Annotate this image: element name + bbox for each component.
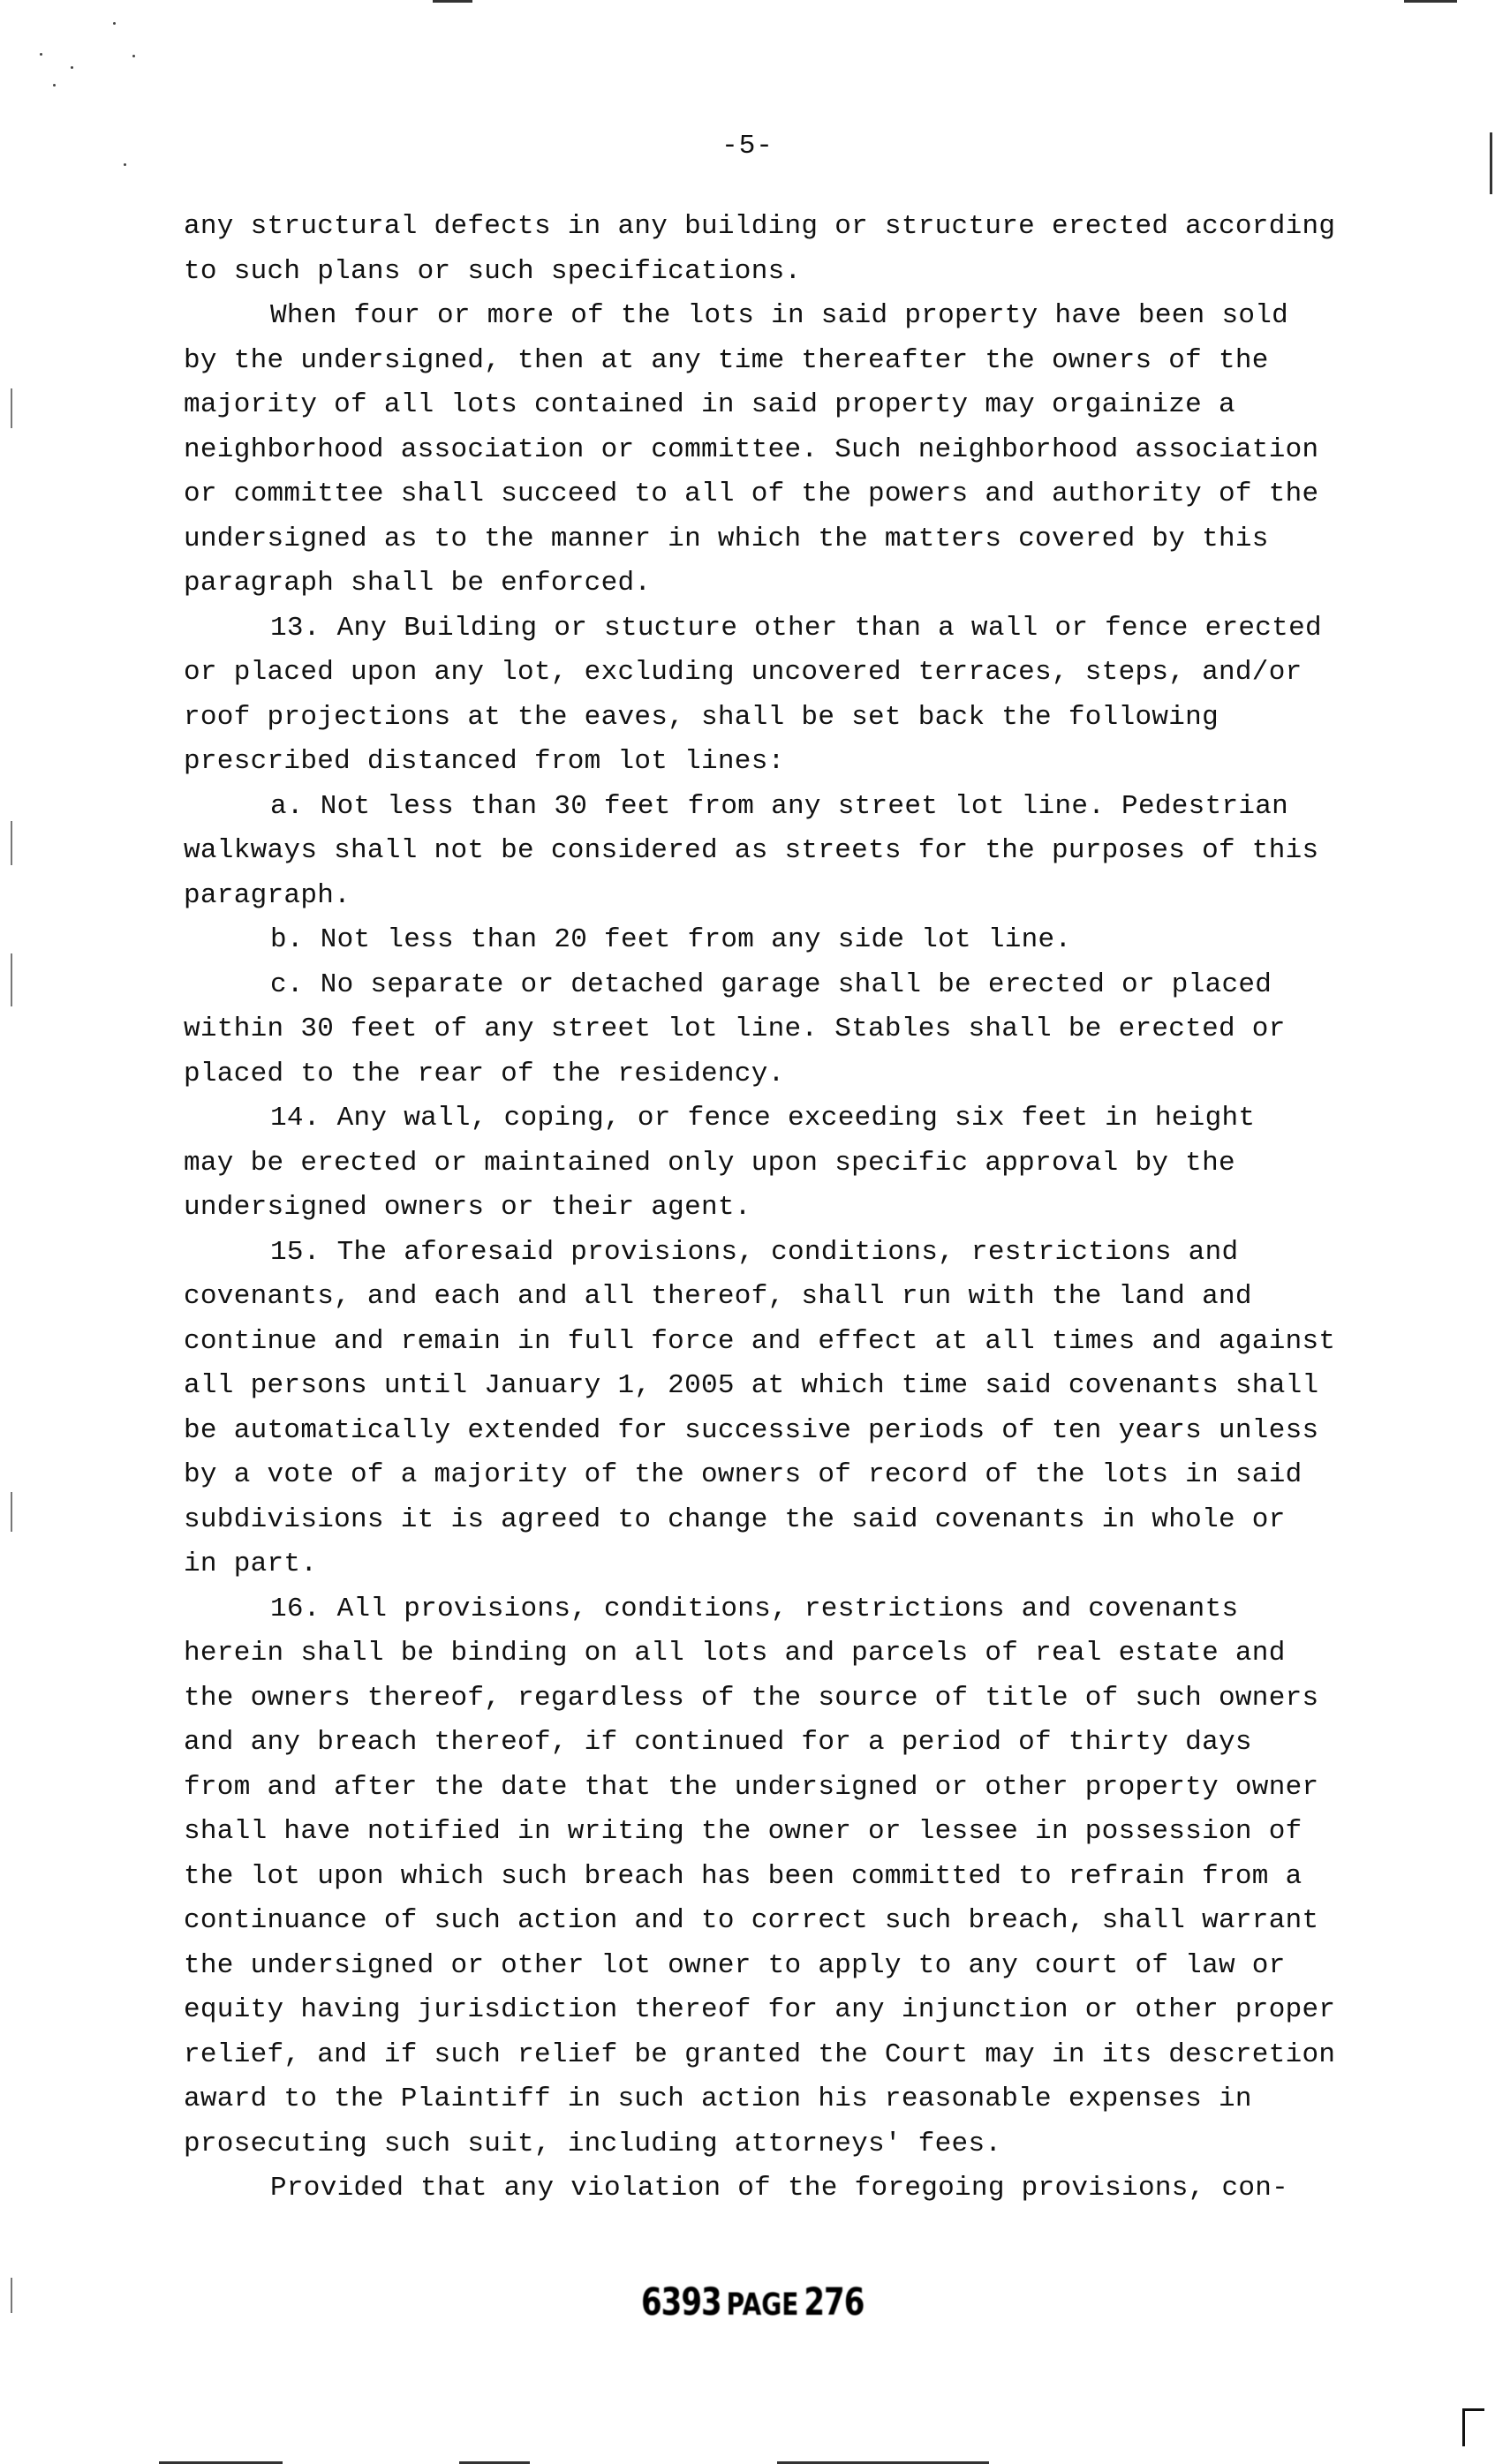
page-label: PAGE — [726, 2286, 799, 2323]
text-line: relief, and if such relief be granted the Court may in its descretion — [184, 2038, 1336, 2070]
text-line: majority of all lots contained in said property may orgainize a — [184, 389, 1235, 420]
text-line: be automatically extended for successive periods of ten years unless — [184, 1414, 1319, 1446]
scan-speck — [113, 22, 116, 25]
text-line: neighborhood association or committee. Such neighborhood association — [184, 433, 1319, 465]
text-line: paragraph shall be enforced. — [184, 568, 652, 599]
text-line: by the undersigned, then at any time thereafter the owners of the — [184, 344, 1269, 376]
text-line: 14. Any wall, coping, or fence exceeding six feet in height — [270, 1103, 1256, 1134]
scan-speck — [124, 163, 126, 166]
scan-edge-top-right — [1404, 0, 1457, 3]
text-line: award to the Plaintiff in such action his reasonable expenses in — [184, 2083, 1252, 2114]
document-body — [184, 205, 1420, 2212]
text-line: a. Not less than 30 feet from any street lot line. Pedestrian — [270, 790, 1289, 822]
text-line: walkways shall not be considered as streets for the purposes of this — [184, 835, 1319, 866]
page-number: -5- — [721, 131, 774, 162]
text-line: undersigned as to the manner in which the matters covered by this — [184, 523, 1269, 554]
scan-edge-left — [11, 2278, 12, 2313]
text-line: and any breach thereof, if continued for a period of thirty days — [184, 1727, 1252, 1758]
text-line: the owners thereof, regardless of the source of title of such owners — [184, 1682, 1319, 1714]
text-line: from and after the date that the undersigned or other property owner — [184, 1771, 1319, 1803]
text-line: 16. All provisions, conditions, restrictions and covenants — [270, 1593, 1239, 1624]
text-line: subdivisions it is agreed to change the said covenants in whole or — [184, 1503, 1286, 1535]
text-line: herein shall be binding on all lots and parcels of real estate and — [184, 1638, 1286, 1669]
text-line: or placed upon any lot, excluding uncovered terraces, steps, and/or — [184, 657, 1302, 688]
text-line: paragraph. — [184, 879, 351, 911]
text-line: undersigned owners or their agent. — [184, 1192, 751, 1223]
scan-edge-left — [11, 388, 12, 428]
text-line: may be erected or maintained only upon specific approval by the — [184, 1147, 1235, 1179]
text-line: within 30 feet of any street lot line. Stables shall be erected or — [184, 1013, 1286, 1044]
text-line: placed to the rear of the residency. — [184, 1058, 785, 1089]
text-line: all persons until January 1, 2005 at which time said covenants shall — [184, 1370, 1319, 1401]
scan-speck — [53, 84, 56, 87]
text-line: When four or more of the lots in said property have been sold — [270, 300, 1289, 331]
text-line: covenants, and each and all thereof, shall run with the land and — [184, 1281, 1252, 1312]
text-line: continuance of such action and to correct such breach, shall warrant — [184, 1905, 1319, 1936]
text-line: to such plans or such specifications. — [184, 255, 802, 287]
text-line: the undersigned or other lot owner to apply to any court of law or — [184, 1949, 1286, 1981]
scan-corner-mark — [1462, 2408, 1484, 2446]
text-line: any structural defects in any building or structure erected according — [184, 211, 1336, 242]
text-line: the lot upon which such breach has been committed to refrain from a — [184, 1860, 1302, 1892]
scan-speck — [132, 55, 135, 57]
text-line: 13. Any Building or stucture other than a wall or fence erected — [270, 612, 1322, 644]
scan-edge-left — [11, 953, 12, 1006]
text-line: c. No separate or detached garage shall be erected or placed — [270, 968, 1272, 1000]
text-line: prescribed distanced from lot lines: — [184, 746, 785, 777]
page-number-stamp: 276 — [804, 2280, 865, 2325]
book-number: 6393 — [641, 2280, 721, 2325]
scan-edge-left — [11, 821, 12, 865]
text-line: roof projections at the eaves, shall be set back the following — [184, 701, 1219, 733]
text-line: in part. — [184, 1548, 318, 1579]
scan-edge-left — [11, 1492, 12, 1532]
text-line: shall have notified in writing the owner or lessee in possession of — [184, 1816, 1302, 1847]
scan-edge-top-left — [433, 0, 472, 3]
scan-speck — [40, 53, 42, 56]
text-line: continue and remain in full force and effect at all times and against — [184, 1325, 1336, 1357]
text-line: by a vote of a majority of the owners of record of the lots in said — [184, 1459, 1302, 1490]
text-line: equity having jurisdiction thereof for any injunction or other proper — [184, 1994, 1336, 2025]
text-line: 15. The aforesaid provisions, conditions, restrictions and — [270, 1236, 1239, 1268]
text-line: or committee shall succeed to all of the powers and authority of the — [184, 478, 1319, 509]
text-line: Provided that any violation of the foregoing provisions, con- — [270, 2173, 1289, 2204]
text-line: b. Not less than 20 feet from any side lot line. — [270, 924, 1072, 955]
scan-speck — [71, 66, 73, 69]
text-line: prosecuting such suit, including attorneys' fees. — [184, 2128, 1002, 2159]
book-page-stamp — [641, 2280, 864, 2325]
